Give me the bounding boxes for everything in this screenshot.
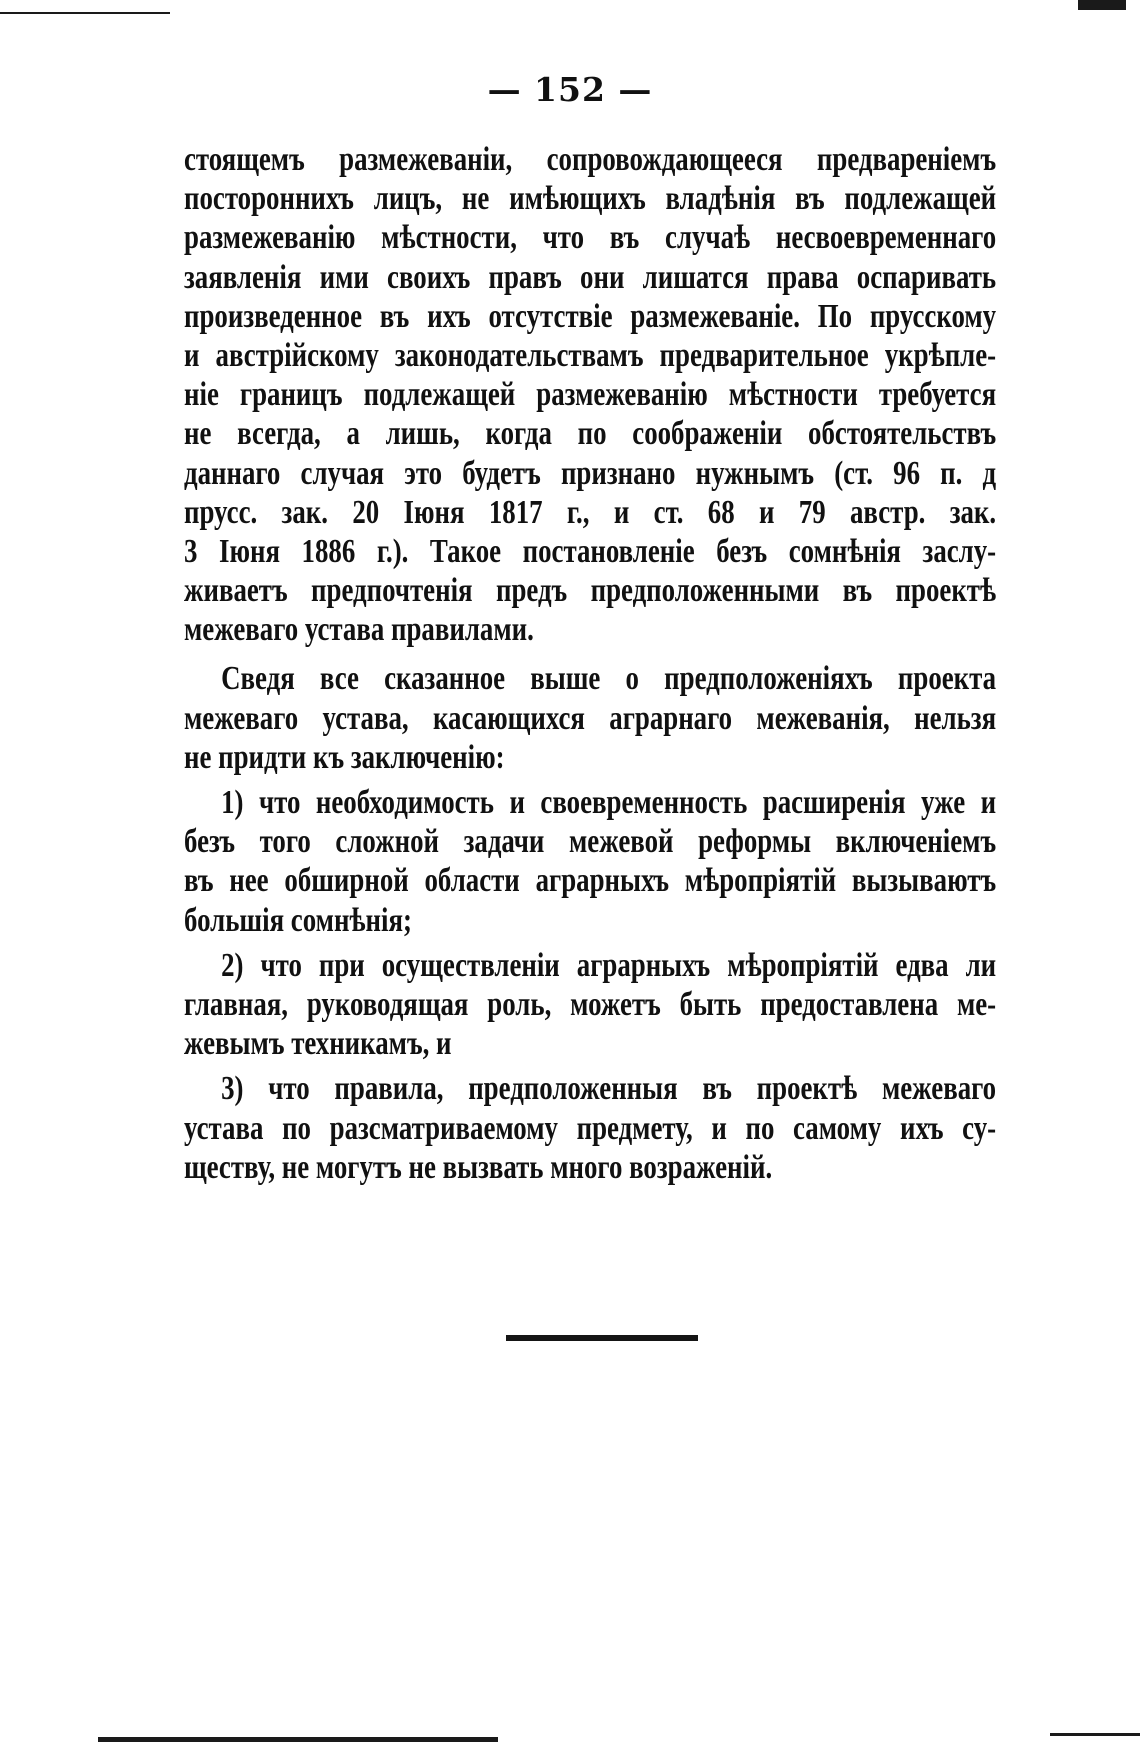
text-line: 2) что при осуществленіи аграрныхъ мѣропріятій едва ли xyxy=(221,946,997,984)
text-line: живаетъ предпочтенія предъ предположенными въ проектѣ xyxy=(184,572,997,610)
text-line: Сведя все сказанное выше о предположеніяхъ проекта xyxy=(221,660,997,698)
paragraph xyxy=(184,140,996,649)
text-line: главная, руководящая роль, можетъ быть предоставлена ме- xyxy=(184,985,997,1023)
conclusion-item xyxy=(184,783,996,940)
text-line: размежеванію мѣстности, что въ случаѣ несвоевременнаго xyxy=(184,219,997,257)
text-line: стоящемъ размежеваніи, сопровождающееся предвареніемъ xyxy=(184,141,997,178)
scan-edge-mark-bottom-right xyxy=(1050,1733,1140,1736)
text-line: ніе границъ подлежащей размежеванію мѣстности требуется xyxy=(184,376,997,414)
text-line: ществу, не могутъ не вызвать много возраженій. xyxy=(184,1148,773,1186)
conclusion-item xyxy=(184,1069,996,1187)
scan-edge-mark-top-left xyxy=(0,12,170,14)
text-line: межеваго устава, касающихся аграрнаго межеванія, нельзя xyxy=(184,699,997,737)
text-line: произведенное въ ихъ отсутствіе размежеваніе. По прусскому xyxy=(184,297,997,335)
text-line: устава по разсматриваемому предмету, и по самому ихъ су- xyxy=(184,1109,997,1147)
text-line: жевымъ техникамъ, и xyxy=(184,1025,452,1063)
paragraph xyxy=(184,659,996,777)
text-line: заявленія ими своихъ правъ они лишатся права оспаривать xyxy=(184,258,997,296)
text-line: 3) что правила, предположенныя въ проектѣ межеваго xyxy=(221,1070,997,1108)
text-line: межеваго устава правилами. xyxy=(184,611,534,649)
text-line: даннаго случая это будетъ признано нужнымъ (ст. 96 п. д xyxy=(184,454,997,492)
scan-edge-mark-top-right xyxy=(1078,0,1126,10)
text-line: постороннихъ лицъ, не имѣющихъ владѣнія въ подлежащей xyxy=(184,180,997,218)
text-line: большія сомнѣнія; xyxy=(184,901,412,939)
text-line: 1) что необходимость и своевременность расширенія уже и xyxy=(221,784,997,821)
text-line: въ нее обширной области аграрныхъ мѣропріятій вызываютъ xyxy=(184,862,997,900)
text-line: безъ того сложной задачи межевой реформы включеніемъ xyxy=(184,823,997,861)
body-text xyxy=(184,140,996,1187)
section-end-rule xyxy=(506,1335,698,1341)
text-line: прусс. зак. 20 Іюня 1817 г., и ст. 68 и 79 австр. зак. xyxy=(184,493,997,531)
text-line: не придти къ заключенію: xyxy=(184,738,505,776)
conclusion-item xyxy=(184,946,996,1064)
page-number: — 152 — xyxy=(487,70,653,109)
text-line: не всегда, а лишь, когда по соображеніи обстоятельствъ xyxy=(184,415,997,453)
scan-edge-mark-bottom-left xyxy=(98,1737,498,1742)
text-line: 3 Іюня 1886 г.). Такое постановленіе безъ сомнѣнія заслу- xyxy=(184,532,997,570)
text-line: и австрійскому законодательствамъ предварительное укрѣпле- xyxy=(184,336,997,374)
